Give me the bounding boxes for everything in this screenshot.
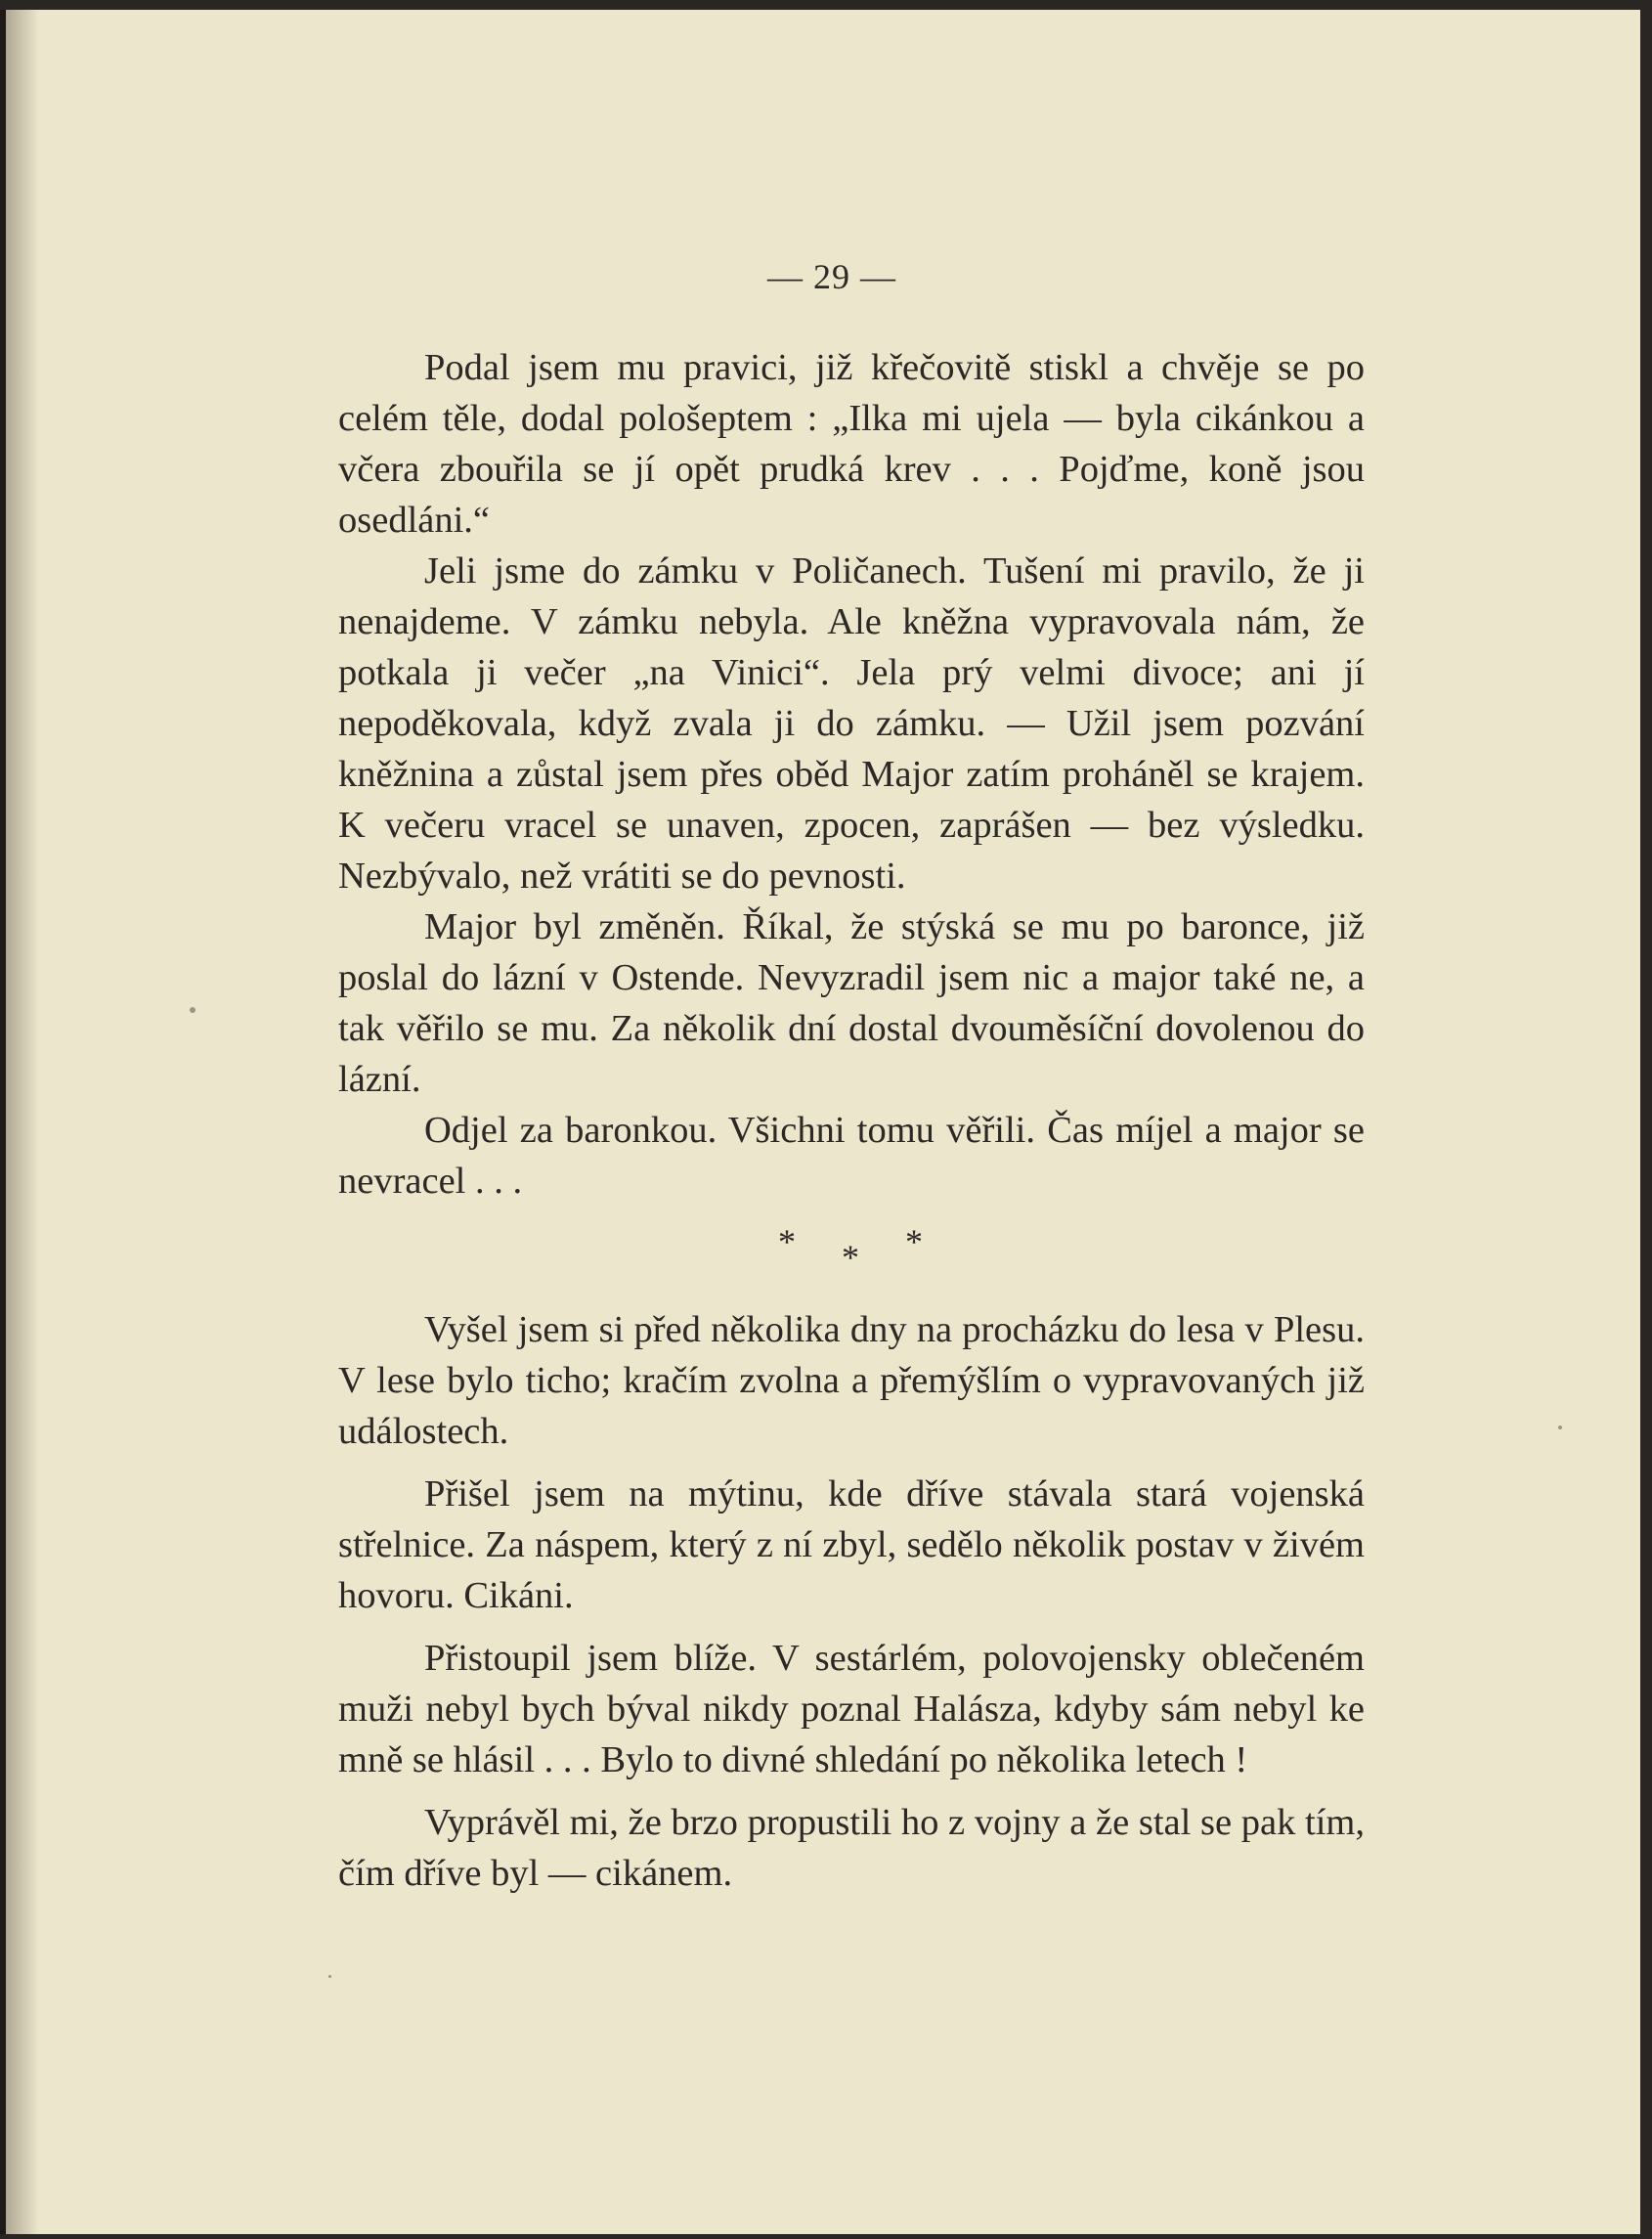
paragraph: Jeli jsme do zámku v Poličanech. Tušení mi pravilo, že ji nenajdeme. V zámku nebyla. Ale kněžna vypravovala nám, že potkala ji večer „na Vinici“. Jela prý velmi divoce; ani jí nepoděkovala, když zvala ji do zámku. — Užil jsem pozvání kněžnina a zůstal jsem přes oběd Major zatím proháněl se krajem. K večeru vracel se unaven, zpocen, zaprášen — bez výsledku. Nezbývalo, než vrátiti se do pevnosti. (338, 550, 1365, 897)
body-text (338, 342, 1365, 1899)
paper-speck (328, 1975, 331, 1978)
separator-star: * (905, 1222, 923, 1261)
paragraph: Vyšel jsem si před několika dny na procházku do lesa v Plesu. V lese bylo ticho; kračím zvolna a přemýšlím o vypravovaných již událostech. (338, 1309, 1365, 1452)
separator-star: * (842, 1238, 859, 1277)
paragraph: Odjel za baronkou. Všichni tomu věřili. Čas míjel a major se nevracel . . . (338, 1110, 1365, 1202)
paragraph: Vyprávěl mi, že brzo propustili ho z vojny a že stal se pak tím, čím dříve byl — cikánem. (338, 1802, 1365, 1894)
section-separator (338, 1210, 1365, 1304)
book-page (0, 10, 1640, 2234)
paragraph: Přišel jsem na mýtinu, kde dříve stávala stará vojenská střelnice. Za náspem, který z ní zbyl, sedělo několik postav v živém hovoru. Cikáni. (338, 1473, 1365, 1616)
binding-shadow (6, 10, 39, 2234)
paragraph: Přistoupil jsem blíže. V sestárlém, polovojensky oblečeném muži nebyl bych býval nikdy poznal Halásza, kdyby sám nebyl ke mně se hlásil . . . Bylo to divné shledání po několika letech ! (338, 1638, 1365, 1780)
separator-star: * (778, 1222, 796, 1261)
paragraph: Podal jsem mu pravici, již křečovitě stiskl a chvěje se po celém těle, dodal pološeptem : „Ilka mi ujela — byla cikánkou a včera zbouřila se jí opět prudká krev . . . Pojďme, koně jsou osedláni.“ (338, 347, 1365, 541)
paper-speck (190, 1007, 196, 1013)
page-number: — 29 — (767, 257, 896, 296)
paragraph: Major byl změněn. Říkal, že stýská se mu po baronce, již poslal do lázní v Ostende. Nevyzradil jsem nic a major také ne, a tak věřilo se mu. Za několik dní dostal dvouměsíční dovolenou do lázní. (338, 906, 1365, 1100)
paper-speck (1558, 1426, 1562, 1429)
